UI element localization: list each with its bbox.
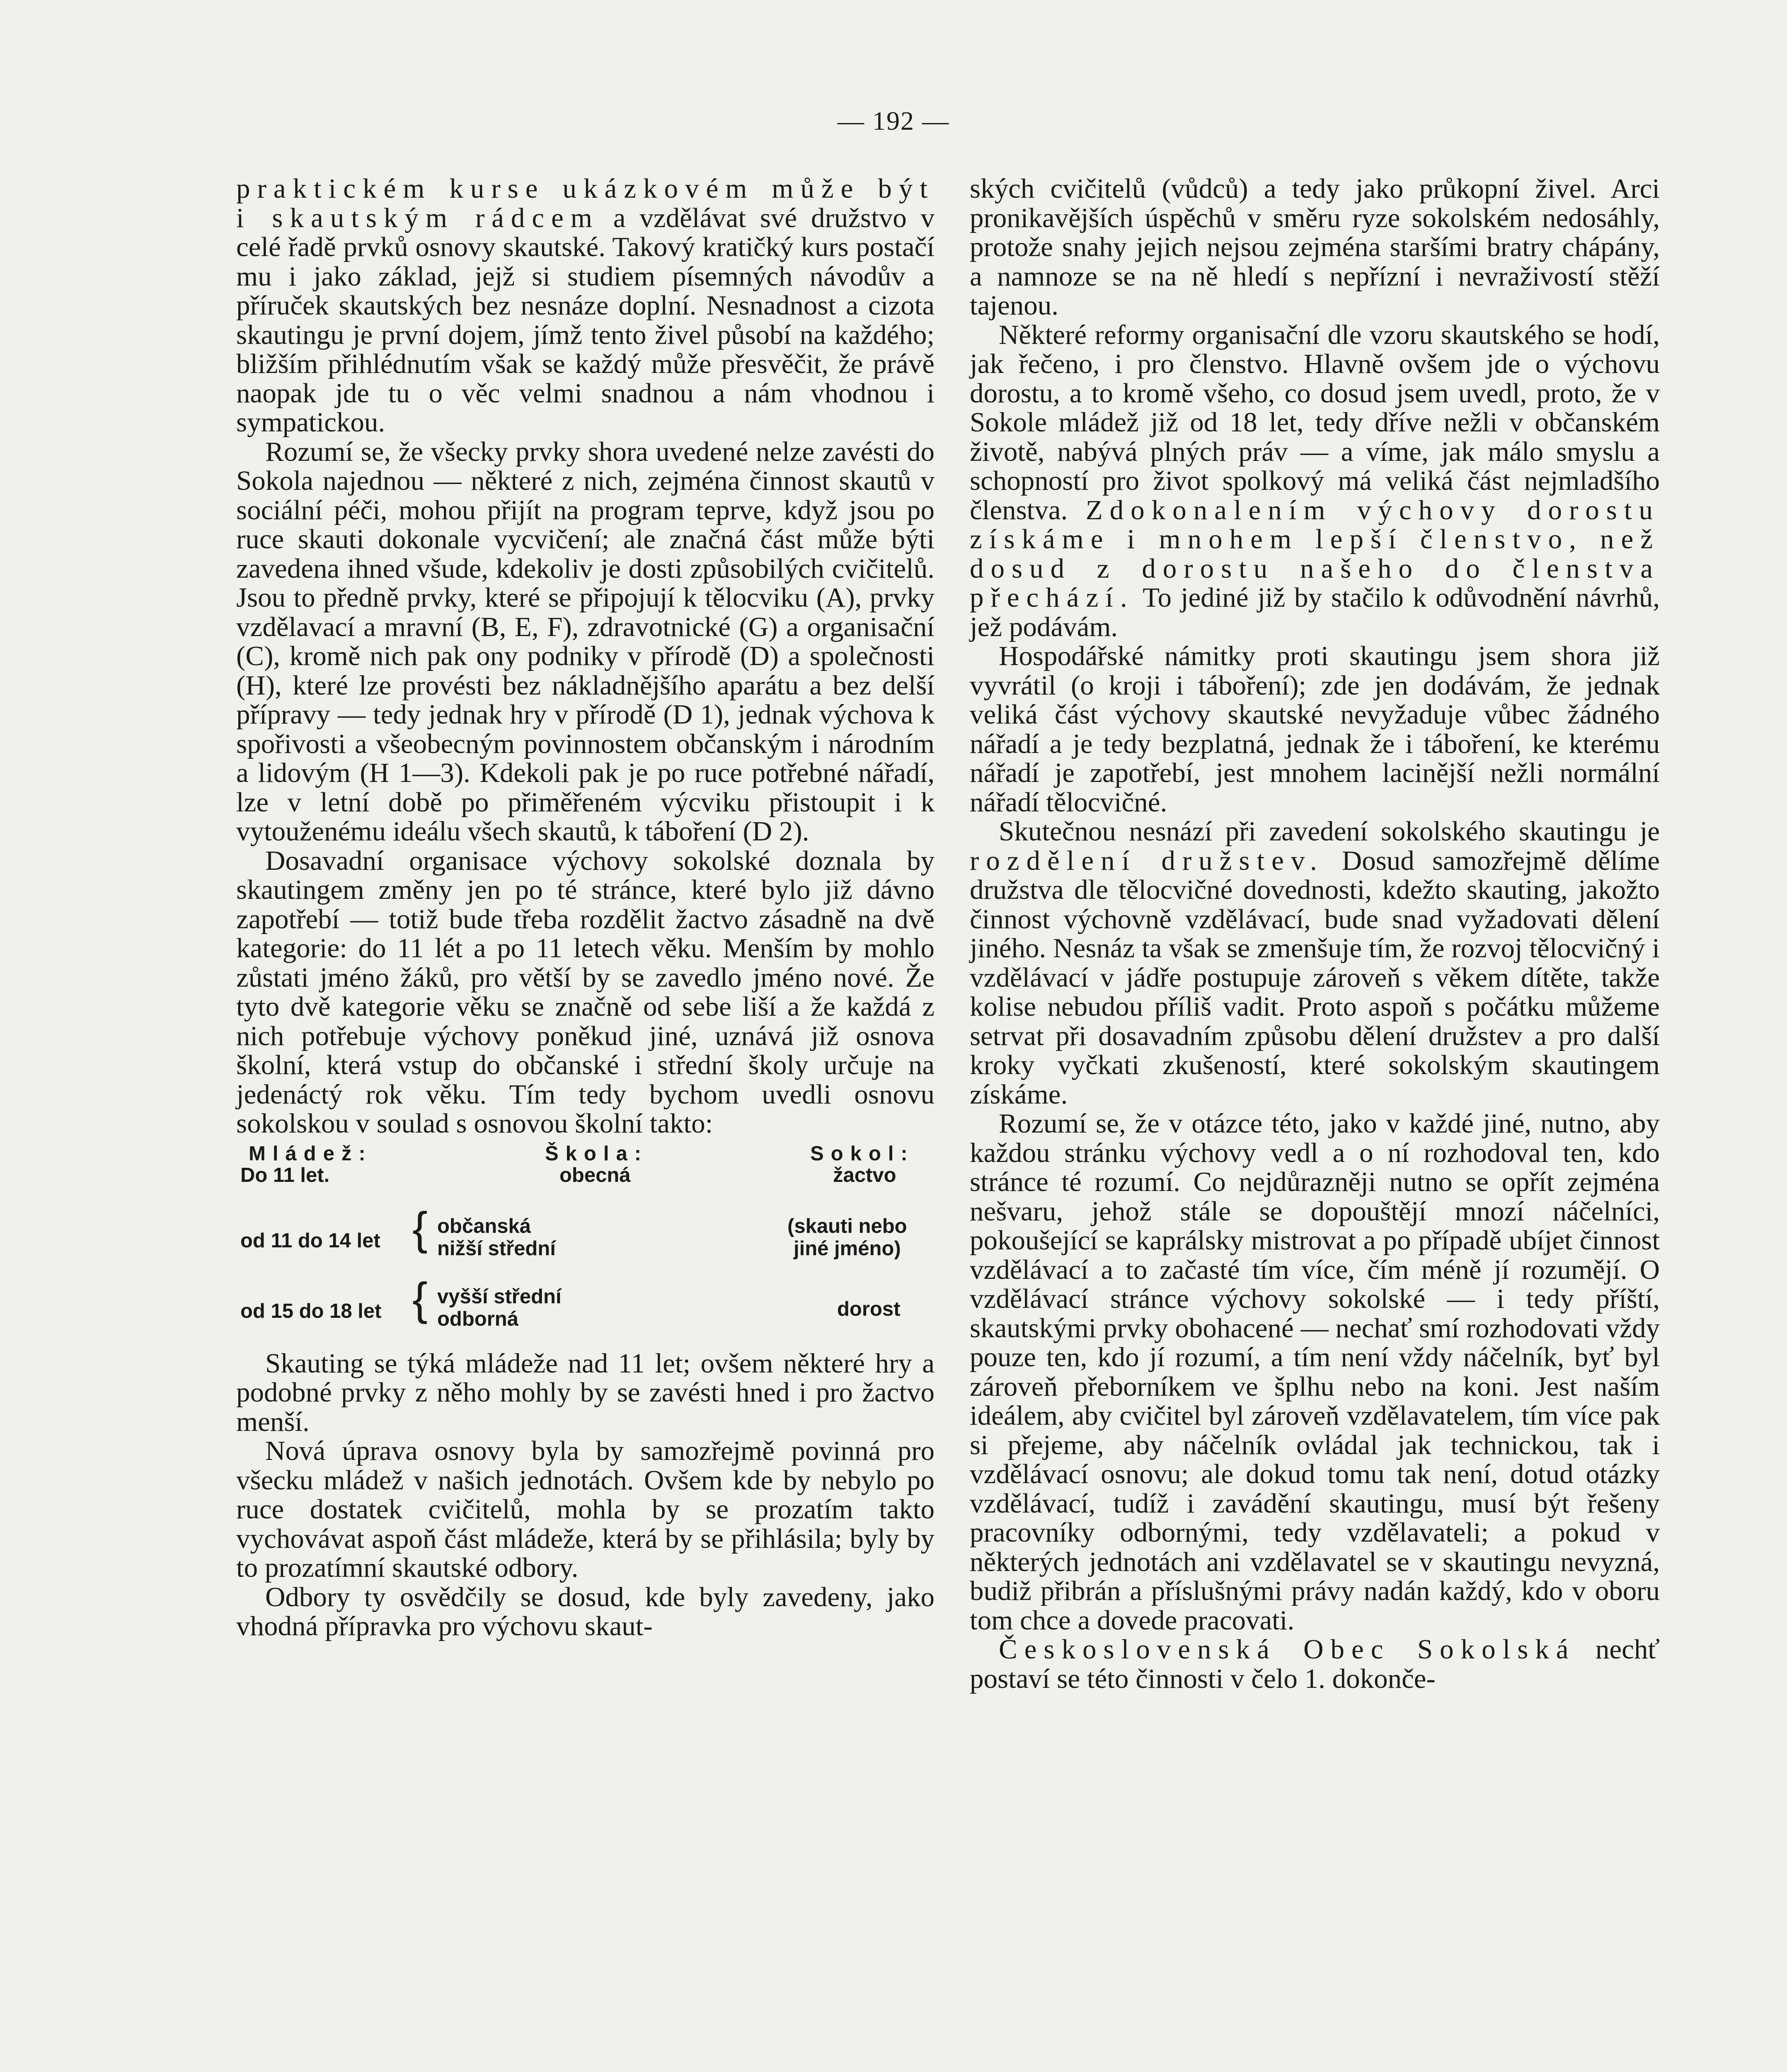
table-cell: dorost xyxy=(837,1297,901,1320)
paragraph: Hospodářské námitky proti skautingu jsem shora již vyvrátil (o kroji i táboření); zde jen dodávám, že jednak veliká část výchovy skautské nevyžaduje vůbec žádného nářadí a je tedy bezplatná, jednak že i táboření, ke kterému nářadí je zapotřebí, jest mnohem lacinější nežli normální nářadí tělocvičné. xyxy=(970,641,1660,818)
table-cell: od 15 do 18 let xyxy=(240,1300,382,1322)
table-cell: (skauti nebo xyxy=(787,1215,907,1237)
paragraph xyxy=(236,174,935,437)
paragraph: Skauting se týká mládeže nad 11 let; ovšem některé hry a podobné prvky z něho mohly by se zavésti hned i pro žactvo menší. xyxy=(236,1348,935,1437)
spaced-text: rozdělení družstev. xyxy=(970,845,1324,876)
right-column xyxy=(970,174,1660,1693)
table-cell: obecná xyxy=(559,1164,631,1186)
table-cell: vyšší střední xyxy=(437,1285,562,1308)
brace: { xyxy=(412,1273,428,1324)
table-cell: Do 11 let. xyxy=(240,1164,330,1186)
paragraph-text: Dosud samozřejmě dělíme družstva dle tělocvičné dovednosti, kdežto skauting, jakožto činnost výchovně vzdělávací, bude snad vyžadovati dělení jiného. Nesnáz ta však se zmenšuje tím, že rozvoj tělocvičný i vzdělávací v jádře postupuje zároveň s věkem dítěte, takže kolise nebudou příliš vadit. Proto aspoň s počátku můžeme setrvat při dosavadním způsobu dělení družstev a pro další kroky vyčkati zkušeností, které sokolským skautingem získáme. xyxy=(970,845,1660,1110)
paragraph: Rozumí se, že všecky prvky shora uvedené nelze zavésti do Sokola najednou — některé z nich, zejména činnost skautů v sociální péči, mohou přijít na program teprve, když jsou po ruce skauti dokonale vycvičení; ale značná část může býti zavedena ihned všude, kdekoliv je dosti způsobilých cvičitelů. Jsou to předně prvky, které se připojují k tělocviku (A), prvky vzdělavací a mravní (B, E, F), zdravotnické (G) a organisační (C), kromě nich pak ony podniky v přírodě (D) a společnosti (H), které lze provésti bez nákladnějšího aparátu a bez delší přípravy — tedy jednak hry v přírodě (D 1), jednak výchova k spořivosti a všeobecným povinnostem občanským i národním a lidovým (H 1—3). Kdekoli pak je po ruce potřebné nářadí, lze v letní době po přiměřeném výcviku přistoupit i k vytouženému ideálu všech skautů, k táboření (D 2). xyxy=(236,436,935,847)
paragraph xyxy=(970,1635,1660,1693)
table-head-skola: Škola: xyxy=(545,1142,649,1165)
paragraph xyxy=(970,817,1660,1109)
table-cell: odborná xyxy=(437,1307,518,1330)
paragraph: Dosavadní organisace výchovy sokolské doznala by skautingem změny jen po té stránce, které bylo již dávno zapotřebí — totiž bude třeba rozdělit žactvo zásadně na dvě kategorie: do 11 lét a po 11 letech věku. Menším by mohlo zůstati jméno žáků, pro větší by se zavedlo jméno nové. Že tyto dvě kategorie věku se značně od sebe liší a že každá z nich potřebuje výchovy poněkud jiné, uznává již osnova školní, která vstup do občanské i střední školy určuje na jedenáctý rok věku. Tím tedy bychom uvedli osnovu sokolskou v soulad s osnovou školní takto: xyxy=(236,845,935,1139)
table-cell: jiné jméno) xyxy=(794,1237,901,1260)
paragraph: Nová úprava osnovy byla by samozřejmě povinná pro všecku mládež v našich jednotách. Ovšem kde by nebylo po ruce dostatek cvičitelů, mohla by se prozatím takto vychovávat aspoň část mládeže, která by se přihlásila; byly by to prozatímní skautské odbory. xyxy=(236,1435,935,1583)
table-head-mladez: Mládež: xyxy=(249,1142,373,1165)
spaced-text: Zdokonalením výchovy dorostu získáme i mnohem lepší členstvo, než dosud z dorostu našeho do členstva přechází. xyxy=(970,494,1660,613)
paragraph: Rozumí se, že v otázce této, jako v každé jiné, nutno, aby každou stránku výchovy vedl a o ní rozhodoval ten, kdo stránce té rozumí. Co nejdůrazněji nutno se opřít zejména nešvaru, jehož stále se dopouštějí mnozí náčelníci, pokoušející se kaprálsky mistrovat a po případě ubíjet činnost vzdělávací a to začasté tím více, čím méně jí rozumějí. O vzdělávací stránce výchovy sokolské — i tedy příští, skautskými prvky obohacené — nechať smí rozhodovati vždy pouze ten, kdo jí rozumí, a tím není vždy náčelník, byť byl zároveň přeborníkem ve šplhu nebo na koni. Jest naším ideálem, aby cvičitel byl zároveň vzdělavatelem, tím více pak si přejeme, aby náčelník ovládal jak technickou, tak i vzdělávací osnovu; ale dokud tomu tak není, dotud otázky vzdělávací, tudíž i zavádění skautingu, musí být řešeny pracovníky odbornými, tedy vzdělavateli; a pokud v některých jednotách ani vzdělavatel se v skautingu nevyzná, budiž přibrán a příslušnými právy nadán každý, kdo v oboru tom chce a dovede pracovati. xyxy=(970,1108,1660,1636)
paragraph-text: Některé reformy organisační dle vzoru skautského se hodí, jak řečeno, i pro členstvo. Hlavně ovšem jde o výchovu dorostu, a to kromě všeho, co dosud jsem uvedl, proto, že v Sokole mládež již od 18 let, tedy dříve nežli v občanském životě, nabývá plných práv — a víme, jak málo smyslu a schopností pro život spolkový má veliká část nejmladšího členstva. xyxy=(970,319,1660,525)
table-cell: nižší střední xyxy=(437,1237,556,1260)
spaced-text: praktickém kurse ukázkovém může být i skautským rádcem xyxy=(236,173,935,233)
left-column xyxy=(236,174,935,1641)
spaced-text: Československá Obec Sokolská xyxy=(999,1634,1576,1665)
table-cell: žactvo xyxy=(833,1164,896,1186)
page-number: — 192 — xyxy=(838,106,949,136)
paragraph: ských cvičitelů (vůdců) a tedy jako průkopní živel. Arci pronikavějších úspěchů v směru ryze sokolském nedosáhly, protože snahy jejich nejsou zejména staršími bratry chápány, a namnoze se na ně hledí s nepřízní i nevraživostí stěží tajenou. xyxy=(970,173,1660,321)
table-cell: občanská xyxy=(437,1215,531,1237)
paragraph xyxy=(970,320,1660,642)
school-table xyxy=(236,1143,935,1341)
paragraph-text: a vzdělávat své družstvo v celé řadě prvků osnovy skautské. Takový kratičký kurs postačí mu i jako základ, jejž si studiem písemných návodův a příruček skautských bez nesnáze doplní. Nesnadnost a cizota skautingu je první dojem, jímž tento živel působí na každého; bližším přihlédnutím však se každý může přesvěčit, že právě naopak jde tu o věc velmi snadnou a nám vhodnou i sympatickou. xyxy=(236,202,935,438)
table-head-sokol: Sokol: xyxy=(810,1142,915,1165)
paragraph-text: To jediné již by stačilo k odůvodnění návrhů, jež podávám. xyxy=(970,582,1660,642)
paragraph-text: nechť postaví se této činnosti v čelo 1. dokonče- xyxy=(970,1634,1660,1694)
brace: { xyxy=(412,1203,428,1254)
paragraph-text: Skutečnou nesnází při zavedení sokolského skautingu je xyxy=(999,816,1660,847)
paragraph: Odbory ty osvědčily se dosud, kde byly zavedeny, jako vhodná přípravka pro výchovu skaut- xyxy=(236,1581,935,1641)
table-cell: od 11 do 14 let xyxy=(240,1229,380,1252)
